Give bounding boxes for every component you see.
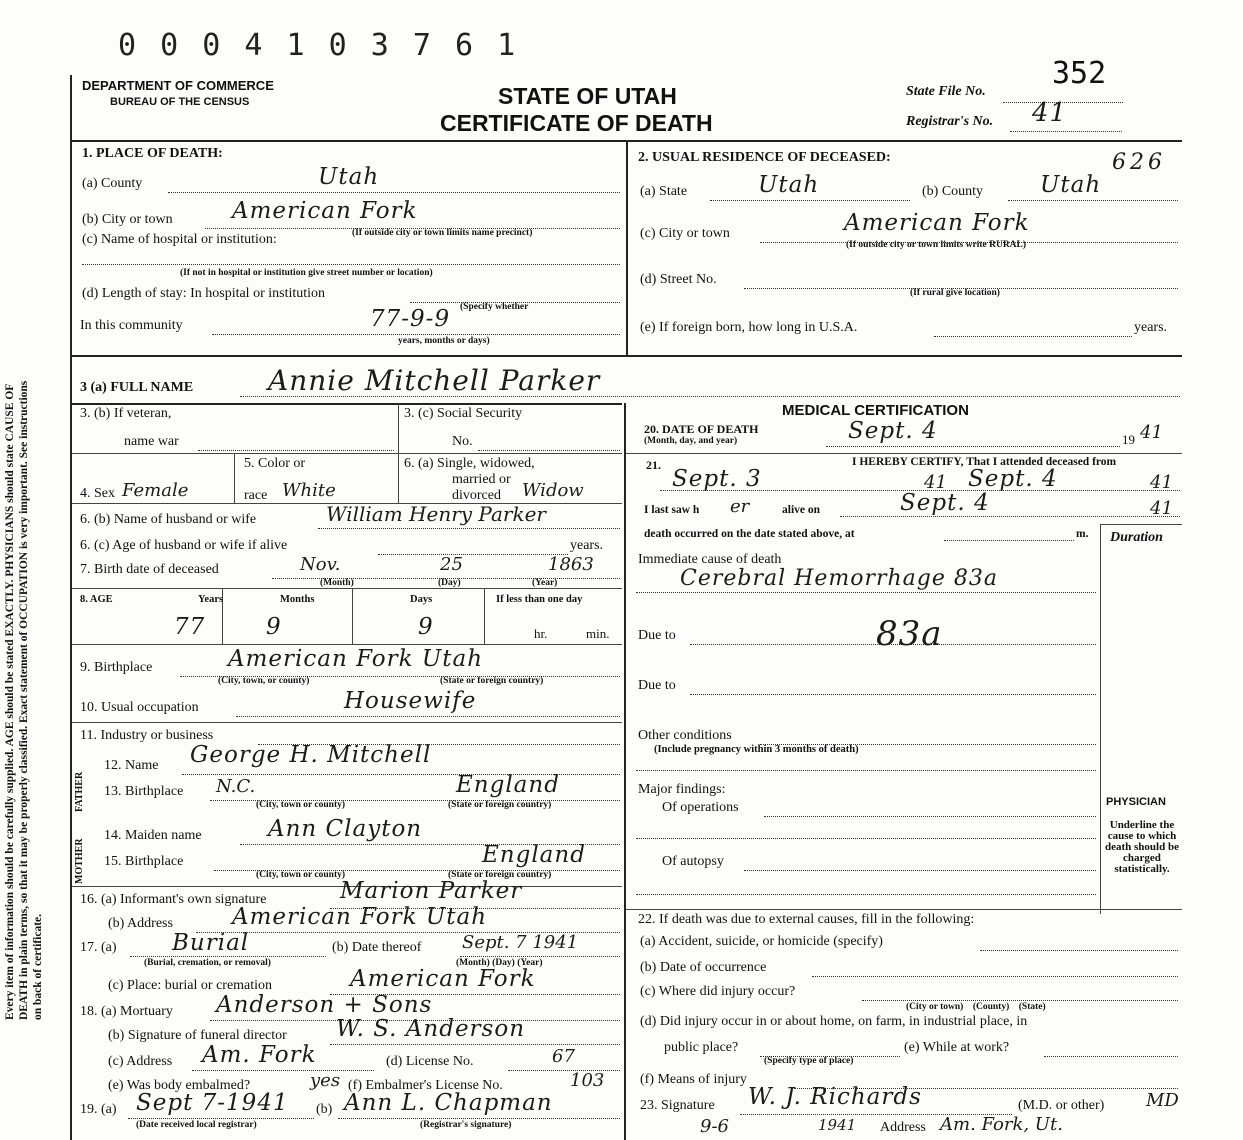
death-occurred-m-label: m.	[1076, 528, 1089, 540]
veteran-label: 3. (b) If veteran,	[80, 406, 172, 421]
alive-on-year: 41	[1150, 498, 1173, 519]
mortuary-label: 18. (a) Mortuary	[80, 1004, 173, 1019]
where-injury-note: (City or town) (County) (State)	[906, 1002, 1046, 1012]
birth-year-value: 1863	[548, 554, 594, 575]
age-months-value: 9	[266, 614, 282, 640]
residence-state-value: Utah	[758, 172, 820, 198]
sex-value: Female	[122, 480, 189, 501]
registrar-signature-b-label: (b)	[316, 1102, 333, 1117]
birthplace-note-state: (State or foreign country)	[440, 676, 544, 686]
burial-type-note: (Burial, cremation, or removal)	[144, 958, 271, 968]
embalmed-value: yes	[310, 1070, 341, 1091]
marital-label-1: 6. (a) Single, widowed,	[404, 456, 535, 471]
informant-label: 16. (a) Informant's own signature	[80, 892, 267, 907]
registrar-signature-note: (Registrar's signature)	[420, 1120, 512, 1130]
marital-label-2: married or	[452, 472, 511, 487]
stay-label: (d) Length of stay: In hospital or institution	[82, 286, 326, 301]
color-label: 5. Color or	[244, 456, 306, 471]
mother-vertical-label: MOTHER	[74, 838, 85, 884]
cause-code-value: 83a	[876, 614, 943, 654]
alive-on-value: Sept. 4	[900, 490, 990, 516]
community-value: 77-9-9	[370, 306, 451, 332]
public-place-note: (Specify type of place)	[764, 1056, 854, 1066]
date-of-death-year: 41	[1140, 422, 1163, 443]
full-name-value: Annie Mitchell Parker	[268, 364, 601, 397]
of-operations-label: Of operations	[662, 800, 739, 815]
residence-street-label: (d) Street No.	[640, 272, 717, 287]
major-findings-label: Major findings:	[638, 782, 726, 797]
did-injury-label: (d) Did injury occur in or about home, on farm, in industrial place, in	[640, 1014, 1028, 1029]
residence-street-note: (If rural give location)	[910, 288, 1000, 298]
where-injury-label: (c) Where did injury occur?	[640, 984, 796, 999]
burial-date-note: (Month) (Day) (Year)	[456, 958, 543, 968]
burial-place-label: (c) Place: burial or cremation	[108, 978, 273, 993]
father-name-value: George H. Mitchell	[190, 742, 432, 768]
age-hr-label: hr.	[534, 626, 548, 641]
mother-birthplace-note-state: (State or foreign country)	[448, 870, 552, 880]
corner-mark: 626	[1112, 150, 1166, 175]
occupation-label: 10. Usual occupation	[80, 700, 199, 715]
certificate-title: CERTIFICATE OF DEATH	[440, 110, 713, 136]
foreign-born-years-label: years.	[1134, 320, 1168, 335]
md-label: (M.D. or other)	[1018, 1098, 1105, 1113]
age-days-label: Days	[410, 594, 433, 605]
state-file-value: 352	[1052, 56, 1107, 91]
birth-day-label: (Day)	[438, 578, 461, 588]
last-saw-value: er	[730, 496, 750, 517]
mother-birthplace-note-city: (City, town or county)	[256, 870, 346, 880]
father-birthplace-value: England	[456, 772, 560, 798]
license-label: (d) License No.	[386, 1054, 474, 1069]
funeral-director-signature: W. S. Anderson	[336, 1016, 526, 1042]
father-birthplace-note-state: (State or foreign country)	[448, 800, 552, 810]
registrar-signature-value: Ann L. Chapman	[344, 1090, 553, 1116]
father-birthplace-prefix: N.C.	[216, 776, 256, 797]
license-value: 67	[552, 1046, 575, 1067]
registrar-date-value: Sept 7-1941	[136, 1090, 289, 1116]
embalmer-license-value: 103	[570, 1070, 605, 1091]
informant-signature: Marion Parker	[340, 878, 523, 904]
birthplace-note-city: (City, town, or county)	[218, 676, 310, 686]
occupation-value: Housewife	[344, 688, 477, 714]
husband-age-label: 6. (c) Age of husband or wife if alive	[80, 538, 288, 553]
residence-county-value: Utah	[1040, 172, 1102, 198]
hospital-street-note: (If not in hospital or institution give street number or location)	[180, 268, 433, 278]
signature-date: 9-6	[700, 1116, 729, 1137]
marital-label-3: divorced	[452, 488, 501, 503]
side-instructions-3: on back of certificate.	[32, 913, 44, 1020]
burial-label: 17. (a)	[80, 940, 117, 955]
marital-value: Widow	[522, 480, 584, 501]
father-birthplace-note-city: (City, town or county)	[256, 800, 346, 810]
immediate-cause-label: Immediate cause of death	[638, 552, 782, 567]
birth-month-value: Nov.	[300, 554, 341, 575]
city-label: (b) City or town	[82, 212, 173, 227]
birth-date-label: 7. Birth date of deceased	[80, 562, 219, 577]
duration-label: Duration	[1110, 530, 1163, 545]
father-name-label: 12. Name	[104, 758, 159, 773]
medical-certification-heading: MEDICAL CERTIFICATION	[782, 402, 969, 419]
father-vertical-label: FATHER	[74, 771, 85, 812]
pregnancy-note: (Include pregnancy within 3 months of death)	[654, 744, 859, 755]
alive-on-label: alive on	[782, 504, 821, 516]
husband-label: 6. (b) Name of husband or wife	[80, 512, 257, 527]
residence-city-label: (c) City or town	[640, 226, 730, 241]
city-value: American Fork	[232, 198, 418, 224]
birth-day-value: 25	[440, 554, 463, 575]
of-autopsy-label: Of autopsy	[662, 854, 724, 869]
side-instructions-1: Every item of information should be carefully supplied. AGE should be stated EXACTLY. PHYSICIANS should state CAUSE OF	[4, 383, 16, 1020]
maiden-name-value: Ann Clayton	[268, 816, 423, 842]
community-note: years, months or days)	[398, 336, 490, 346]
place-of-death-heading: 1. PLACE OF DEATH:	[82, 146, 223, 161]
race-value: White	[282, 480, 336, 501]
embalmer-license-label: (f) Embalmer's License No.	[348, 1078, 503, 1093]
signature-year: 1941	[818, 1116, 857, 1134]
date-of-death-year-prefix: 19	[1122, 432, 1135, 447]
specify-whether-note: (Specify whether	[460, 302, 529, 312]
registrar-date-note: (Date received local registrar)	[136, 1120, 257, 1130]
certify-text: I HEREBY CERTIFY, That I attended deceased from	[852, 456, 1117, 468]
hospital-label: (c) Name of hospital or institution:	[82, 232, 277, 247]
bureau-name: BUREAU OF THE CENSUS	[110, 96, 250, 108]
attended-to-value: Sept. 4	[968, 466, 1058, 492]
mortuary-address-label: (c) Address	[108, 1054, 173, 1069]
certificate-title-state: STATE OF UTAH	[498, 83, 677, 109]
community-label: In this community	[80, 318, 183, 333]
age-days-value: 9	[418, 614, 434, 640]
public-place-label: public place?	[664, 1040, 739, 1055]
date-occurrence-label: (b) Date of occurrence	[640, 960, 767, 975]
department-name: DEPARTMENT OF COMMERCE	[82, 78, 274, 93]
birthplace-value: American Fork Utah	[228, 646, 484, 672]
mother-birthplace-label: 15. Birthplace	[104, 854, 184, 869]
mortuary-address-value: Am. Fork	[202, 1042, 317, 1068]
residence-city-value: American Fork	[844, 210, 1030, 236]
death-occurred-label: death occurred on the date stated above, at	[644, 528, 855, 540]
sex-label: 4. Sex	[80, 486, 115, 501]
social-security-no-label: No.	[452, 434, 473, 449]
race-label: race	[244, 488, 268, 503]
burial-date-label: (b) Date thereof	[332, 940, 422, 955]
state-file-label: State File No.	[906, 84, 986, 99]
funeral-director-label: (b) Signature of funeral director	[108, 1028, 287, 1043]
birthplace-label: 9. Birthplace	[80, 660, 153, 675]
age-less-label: If less than one day	[496, 594, 583, 605]
registrar-date-label: 19. (a)	[80, 1102, 117, 1117]
residence-city-note: (If outside city or town limits write RURAL)	[846, 240, 1027, 250]
attended-from-value: Sept. 3	[672, 466, 762, 492]
name-war-label: name war	[124, 434, 179, 449]
physician-address-label: Address	[880, 1120, 926, 1135]
md-value: MD	[1146, 1090, 1179, 1111]
registrar-number-value: 41	[1032, 98, 1068, 128]
date-of-death-note: (Month, day, and year)	[644, 436, 738, 446]
physician-heading: PHYSICIAN	[1106, 796, 1166, 808]
attended-to-year: 41	[1150, 472, 1173, 493]
mortuary-value: Anderson + Sons	[216, 992, 433, 1018]
residence-heading: 2. USUAL RESIDENCE OF DECEASED:	[638, 150, 891, 165]
county-value: Utah	[318, 164, 380, 190]
age-years-label: Years	[198, 594, 224, 605]
registrar-number-label: Registrar's No.	[906, 114, 994, 129]
maiden-name-label: 14. Maiden name	[104, 828, 202, 843]
social-security-label: 3. (c) Social Security	[404, 406, 523, 421]
due-to-label-2: Due to	[638, 678, 676, 693]
birth-year-label: (Year)	[532, 578, 558, 588]
foreign-born-label: (e) If foreign born, how long in U.S.A.	[640, 320, 858, 335]
birth-month-label: (Month)	[320, 578, 354, 588]
age-months-label: Months	[280, 594, 315, 605]
full-name-label: 3 (a) FULL NAME	[80, 380, 194, 395]
means-injury-label: (f) Means of injury	[640, 1072, 747, 1087]
burial-place-value: American Fork	[350, 966, 536, 992]
age-label: 8. AGE	[80, 594, 113, 605]
husband-age-years-label: years.	[570, 538, 604, 553]
accident-label: (a) Accident, suicide, or homicide (specify)	[640, 934, 883, 949]
side-instructions-2: DEATH in plain terms, so that it may be properly classified. Exact statement of OCCUPATION is very important. See instructions	[18, 380, 30, 1020]
mother-birthplace-value: England	[482, 842, 586, 868]
date-of-death-label: 20. DATE OF DEATH	[644, 422, 759, 436]
serial-number: 0 0 0 4 1 0 3 7 6 1	[118, 28, 519, 63]
physician-note: Underline the cause to which death should be charged statistically.	[1105, 819, 1179, 875]
immediate-cause-value: Cerebral Hemorrhage 83a	[680, 566, 998, 591]
while-at-work-label: (e) While at work?	[904, 1040, 1010, 1055]
embalmed-label: (e) Was body embalmed?	[108, 1078, 251, 1093]
father-birthplace-label: 13. Birthplace	[104, 784, 184, 799]
husband-value: William Henry Parker	[326, 502, 546, 526]
residence-county-label: (b) County	[922, 184, 984, 199]
informant-address-label: (b) Address	[108, 916, 173, 931]
physician-address-value: Am. Fork, Ut.	[940, 1114, 1063, 1135]
certify-number: 21.	[646, 458, 661, 472]
industry-label: 11. Industry or business	[80, 728, 214, 743]
informant-address-value: American Fork Utah	[232, 904, 488, 930]
external-causes-label: 22. If death was due to external causes, fill in the following:	[638, 912, 975, 927]
other-conditions-label: Other conditions	[638, 728, 732, 743]
physician-signature: W. J. Richards	[748, 1084, 922, 1110]
burial-date-value: Sept. 7 1941	[462, 932, 579, 953]
date-of-death-value: Sept. 4	[848, 418, 938, 444]
last-saw-label: I last saw h	[644, 504, 700, 516]
residence-state-label: (a) State	[640, 184, 688, 199]
due-to-label-1: Due to	[638, 628, 676, 643]
attended-from-year: 41	[924, 472, 947, 493]
age-years-value: 77	[174, 614, 206, 640]
age-min-label: min.	[586, 626, 610, 641]
signature-label: 23. Signature	[640, 1098, 715, 1113]
hospital-note: (If outside city or town limits name precinct)	[352, 228, 533, 238]
county-label: (a) County	[82, 176, 143, 191]
burial-value: Burial	[172, 930, 250, 956]
